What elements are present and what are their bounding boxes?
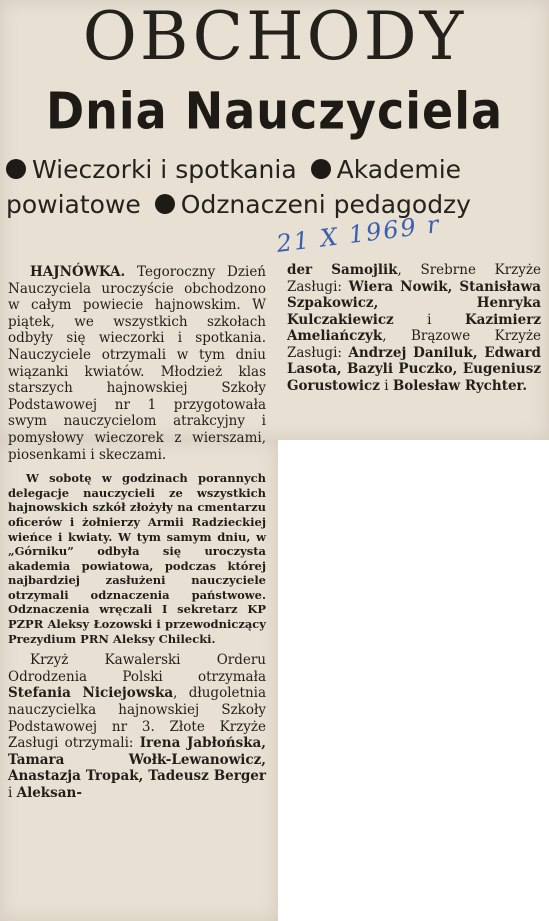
subhead-item-3: Odznaczeni pedagodzy (180, 190, 471, 219)
headline-main: OBCHODY (82, 0, 467, 75)
honoree-names: Wiera Nowik, Stanisława Szpakowicz, Henryka Kulczakiewicz (287, 278, 541, 328)
honoree-names: Irena Jabłońska, Tamara Wołk-Lewanowicz, Anastazja Tropak, Tadeusz Berger (8, 735, 266, 785)
dateline: HAJNÓWKA. (30, 264, 126, 280)
honoree-names: Andrzej Daniluk, Edward Lasota, Bazyli Puczko, Eugeniusz Gorustowicz (287, 344, 541, 394)
paragraph-2: W sobotę w godzinach porannych delegacje nauczycieli ze wszystkich hajnowskich szkół złożyły na cmentarzu oficerów i żołnierzy Armii Radzieckiej wieńce i kwiaty. W tym samym dniu, w „Górniku” odbyła się uroczysta akademia powiatowa, podczas której najbardziej zasłużeni nauczyciele otrzymali odznaczenia państwowe. Odznaczenia wręczali I sekretarz KP PZPR Aleksy Łozowski i przewodniczący Prezydium PRN Aleksy Chilecki. (8, 471, 266, 646)
award-label: , Brązowe Krzyże Zasługi: (287, 328, 541, 361)
subhead-item-2: Akademie powiatowe (6, 155, 462, 219)
bullet-dot-icon (311, 159, 331, 179)
honoree-name: der Samojlik (287, 262, 398, 278)
handwritten-date-note: 21 X 1969 r (274, 210, 443, 258)
paragraph-1 (8, 264, 266, 463)
paragraph-3-text-e: i (8, 785, 17, 801)
article-column-left (8, 264, 266, 802)
paragraph-3-text-c: , długoletnia nauczycielka hajnowskiej Szkoły Podstawowej nr 3. Złote Krzyże Zasługi otrzymali: (8, 685, 266, 752)
subhead-item-1: Wieczorki i spotkania (32, 155, 297, 184)
bullet-dot-icon (6, 159, 26, 179)
conjunction: i (379, 377, 393, 394)
honoree-name: Bolesław Rychter. (392, 377, 528, 394)
bullet-dot-icon (155, 194, 175, 214)
headline-secondary: Dnia Nauczyciela (45, 81, 504, 141)
honoree-name: Stefania Niciejowska (8, 685, 174, 702)
honoree-name: Kazimierz Ameliańczyk (287, 311, 541, 344)
paragraph-3 (8, 652, 266, 801)
conjunction: i (393, 311, 465, 328)
honoree-name-continued: Aleksan- (16, 785, 82, 801)
article-column-right (287, 262, 541, 394)
paragraph-1-text: Tegoroczny Dzień Nauczyciela uroczyście obchodzono w całym powiecie hajnowskim. W piątek, we wszystkich szkołach odbyły się wieczorki i spotkania. Nauczyciele otrzymali w tym dniu wiązanki kwiatów. Młodzież klas starszych hajnowskiej Szkoły Podstawowej nr 1 przygotowała swym nauczycielom atrakcyjny i pomysłowy wieczorek z wierszami, piosenkami i skeczami. (8, 264, 266, 463)
subheadline (6, 152, 546, 222)
award-label: , Srebrne Krzyże Zasługi: (287, 262, 541, 295)
paragraph-continuation (287, 262, 541, 394)
paragraph-3-text-a: Krzyż Kawalerski Orderu Odrodzenia Polski otrzymała (8, 652, 266, 685)
